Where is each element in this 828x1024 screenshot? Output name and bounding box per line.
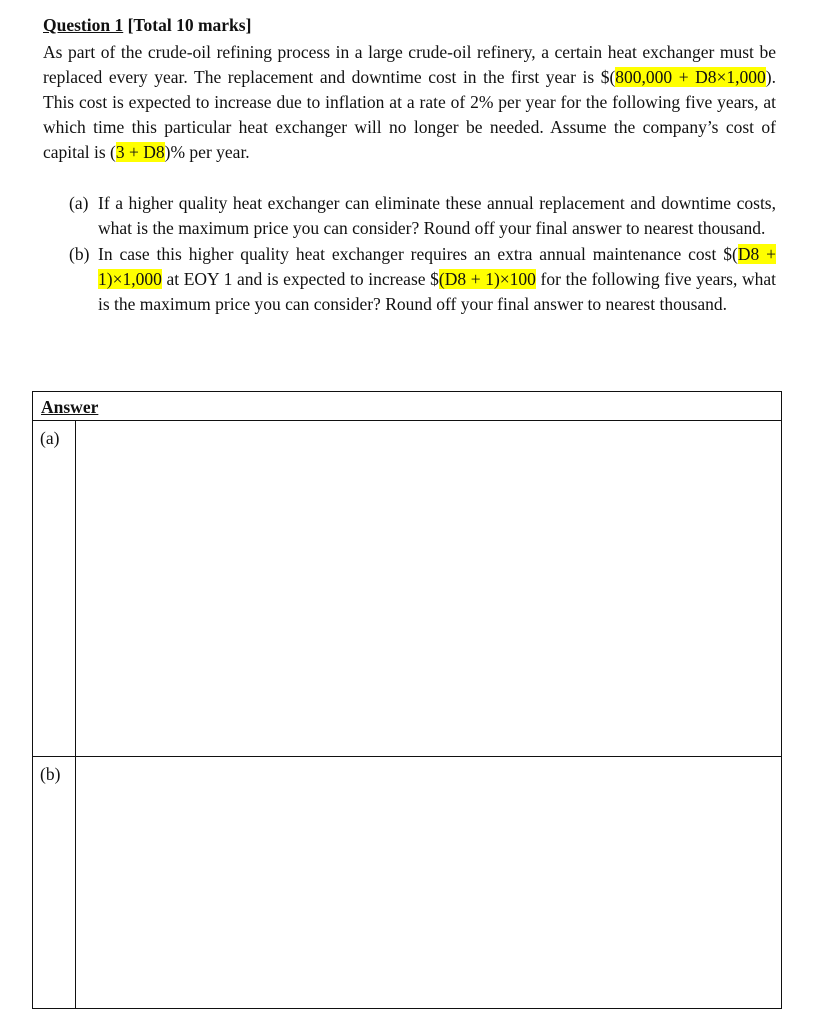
part-b-text-2: at EOY 1 and is expected to increase $ [161,268,439,289]
part-b-text-3: for the following five years, what is the maximum price you can consider? Round off your final answer to nearest thousand. [98,268,777,315]
answer-row-a [33,421,781,757]
part-a-label: (a) [69,193,89,213]
part-b-highlight-increase: (D8 + 1)×100 [438,268,536,289]
question-intro [43,40,776,165]
intro-highlight-cost: 800,000 + D8×1,000 [615,67,766,87]
intro-text-3: )% per year. [164,142,250,162]
answer-row-b [33,757,781,1008]
answer-row-a-label-cell [33,421,76,756]
intro-text-1: As part of the crude-oil refining process in a large crude-oil refinery, a certain heat exchanger must be replaced every year. The replacement and downtime cost in the first year is $( [43,42,776,87]
answer-table-header [33,392,781,421]
question-marks: [Total 10 marks] [127,15,252,35]
answer-a-field[interactable] [76,421,781,756]
intro-text-2: ). This cost is expected to increase due to inflation at a rate of 2% per year for the following five years, at which time this particular heat exchanger will no longer be needed. Assume the company’s cost of capital is ( [43,67,776,162]
intro-highlight-rate: 3 + D8 [115,142,165,162]
answer-table [32,391,782,1009]
answer-row-b-label: (b) [40,764,61,784]
question-parts [69,191,776,317]
part-a-text: If a higher quality heat exchanger can eliminate these annual replacement and downtime costs, what is the maximum price you can consider? Round off your final answer to nearest thousand. [98,193,776,239]
question-number: Question 1 [43,15,124,35]
answer-row-a-label: (a) [40,428,60,448]
part-b [69,242,776,318]
part-b-highlight-cost: D8 + 1)×1,000 [98,243,776,289]
part-a [69,191,776,242]
answer-row-b-label-cell [33,757,76,1008]
question-title [43,14,251,36]
part-b-label: (b) [69,243,90,264]
answer-heading: Answer [41,397,99,417]
part-b-text-1: In case this higher quality heat exchanger requires an extra annual maintenance cost $( [98,243,738,264]
answer-b-field[interactable] [76,757,781,1008]
